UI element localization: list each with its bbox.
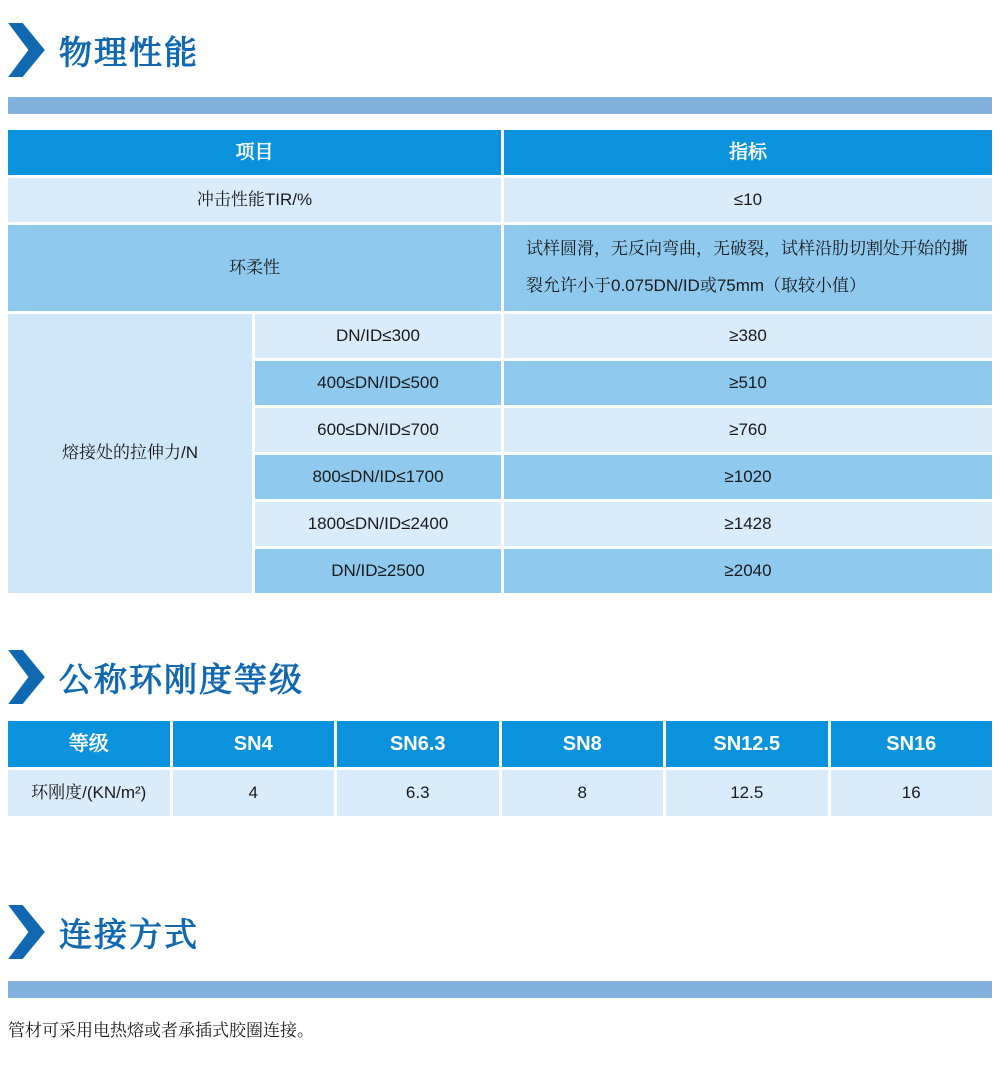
group-label-weld-tensile: 熔接处的拉伸力/N — [8, 314, 252, 593]
group-row-value: ≥1020 — [504, 455, 992, 499]
group-row-value: ≥380 — [504, 314, 992, 358]
row-flexibility-item: 环柔性 — [8, 225, 501, 311]
table-header-sn16: SN16 — [831, 721, 993, 767]
row-impact-value: ≤10 — [504, 178, 992, 222]
connection-note: 管材可采用电热熔或者承插式胶圈连接。 — [8, 1021, 314, 1040]
row-impact-item: 冲击性能TIR/% — [8, 178, 501, 222]
section-heading-stiffness — [8, 649, 992, 705]
chevron-right-icon — [8, 23, 45, 77]
stiffness-value: 8 — [502, 770, 664, 816]
table-header-sn12-5: SN12.5 — [666, 721, 828, 767]
group-row-value: ≥510 — [504, 361, 992, 405]
spec-sheet-page — [8, 22, 992, 1041]
row-flexibility-value: 试样圆滑，无反向弯曲，无破裂，试样沿肋切割处开始的撕裂允许小于0.075DN/ID或75mm（取较小值） — [504, 225, 992, 311]
group-row-value: ≥2040 — [504, 549, 992, 593]
table-header-item: 项目 — [8, 130, 501, 175]
section-title: 物理性能 — [59, 33, 199, 71]
stiffness-value: 16 — [831, 770, 993, 816]
section-title: 连接方式 — [59, 915, 199, 953]
group-row-range: DN/ID≥2500 — [255, 549, 501, 593]
group-row-range: 600≤DN/ID≤700 — [255, 408, 501, 452]
group-row-range: 1800≤DN/ID≤2400 — [255, 502, 501, 546]
table-header-grade: 等级 — [8, 721, 170, 767]
table-header-sn8: SN8 — [502, 721, 664, 767]
table-header-sn6-3: SN6.3 — [337, 721, 499, 767]
stiffness-value: 4 — [173, 770, 335, 816]
group-row-range: DN/ID≤300 — [255, 314, 501, 358]
stiffness-value: 6.3 — [337, 770, 499, 816]
group-row-value: ≥760 — [504, 408, 992, 452]
accent-bar — [8, 97, 992, 114]
section-heading-physical — [8, 22, 992, 78]
chevron-right-icon — [8, 650, 45, 704]
ring-stiffness-table — [8, 721, 992, 816]
table-header-spec: 指标 — [504, 130, 992, 175]
table-header-sn4: SN4 — [173, 721, 335, 767]
group-row-value: ≥1428 — [504, 502, 992, 546]
group-row-range: 400≤DN/ID≤500 — [255, 361, 501, 405]
chevron-right-icon — [8, 905, 45, 959]
group-row-range: 800≤DN/ID≤1700 — [255, 455, 501, 499]
stiffness-value: 12.5 — [666, 770, 828, 816]
stiffness-row-label: 环刚度/(KN/m²) — [8, 770, 170, 816]
section-heading-connection — [8, 904, 992, 960]
accent-bar — [8, 981, 992, 998]
section-title: 公称环刚度等级 — [59, 660, 304, 698]
physical-properties-table — [8, 130, 992, 593]
